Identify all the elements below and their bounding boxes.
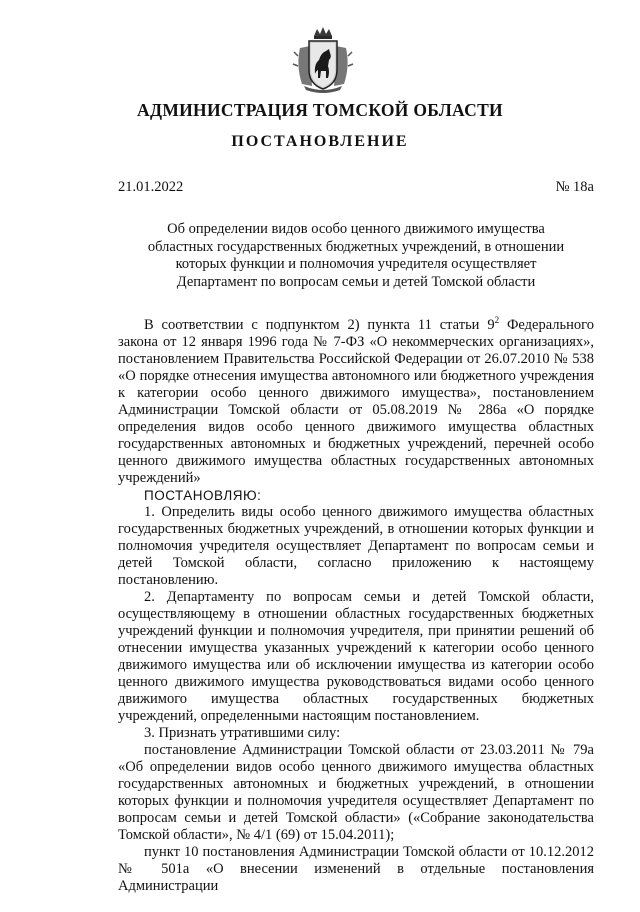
preamble-start: В соответствии с подпунктом 2) пункта 11 статьи 9 [144,317,495,333]
document-number: № 18а [555,179,594,195]
paragraph-2: 2. Департаменту по вопросам семьи и детей Томской области, осуществляющему в отношении областных государственных бюджетных учреждений функции и полномочия учредителя, при принятии решений об отнесении имущества указанных учреждений к категории особо ценного движимого имущества или об исключении имущества из категории особо ценного движимого имущества руководствоваться видами особо ценного движимого имущества областных государственных бюджетных учреждений, определенными настоящим постановлением. [118,589,594,724]
paragraph-3-item-2: пункт 10 постановления Администрации Томской области от 10.12.2012 № 501а «О внесении изменений в отдельные постановления Администрации [118,844,594,894]
document-date: 21.01.2022 [118,179,184,195]
preamble-rest: Федерального закона от 12 января 1996 года № 7-ФЗ «О некоммерческих организациях», постановлением Правительства Российской Федерации от 26.07.2010 № 538 «О порядке отнесения имущества автономного или бюджетного учреждения к категории особо ценного движимого имущества», постановлением Администрации Томской области от 05.08.2019 № 286а «О порядке определения видов особо ценного движимого имущества областных государственных автономных и бюджетных учреждений, перечней особо ценного движимого имущества областных государственных автономных учреждений» [118,317,594,486]
subject-line: Департамент по вопросам семьи и детей Томской области [176,273,536,290]
paragraph-3: 3. Признать утратившими силу: [144,725,341,741]
document-body [118,317,594,912]
article-superscript: 2 [494,315,500,326]
preamble-paragraph [118,317,594,487]
subject-line: областных государственных бюджетных учреждений, в отношении [147,238,565,255]
organization-title: АДМИНИСТРАЦИЯ ТОМСКОЙ ОБЛАСТИ [137,100,503,120]
document-type: ПОСТАНОВЛЕНИЕ [231,133,409,150]
coat-of-arms-icon [292,26,354,94]
subject-line: Об определении видов особо ценного движимого имущества [167,221,545,237]
document-subject [118,221,594,291]
paragraph-3-item-1: постановление Администрации Томской области от 23.03.2011 № 79а «Об определении видов особо ценного движимого имущества областных государственных автономных и бюджетных учреждений, в отношении которых функции и полномочия учредителя осуществляет Департамент по вопросам семьи и детей Томской области» («Собрание законодательства Томской области», № 4/1 (69) от 15.04.2011); [118,742,594,843]
resolve-heading: ПОСТАНОВЛЯЮ: [144,488,262,503]
subject-line: которых функции и полномочия учредителя осуществляет [175,256,537,272]
paragraph-1: 1. Определить виды особо ценного движимого имущества областных государственных бюджетных учреждений, в отношении которых функции и полномочия учредителя осуществляет Департамент по вопросам семьи и детей Томской области, согласно приложению к настоящему постановлению. [118,504,594,588]
